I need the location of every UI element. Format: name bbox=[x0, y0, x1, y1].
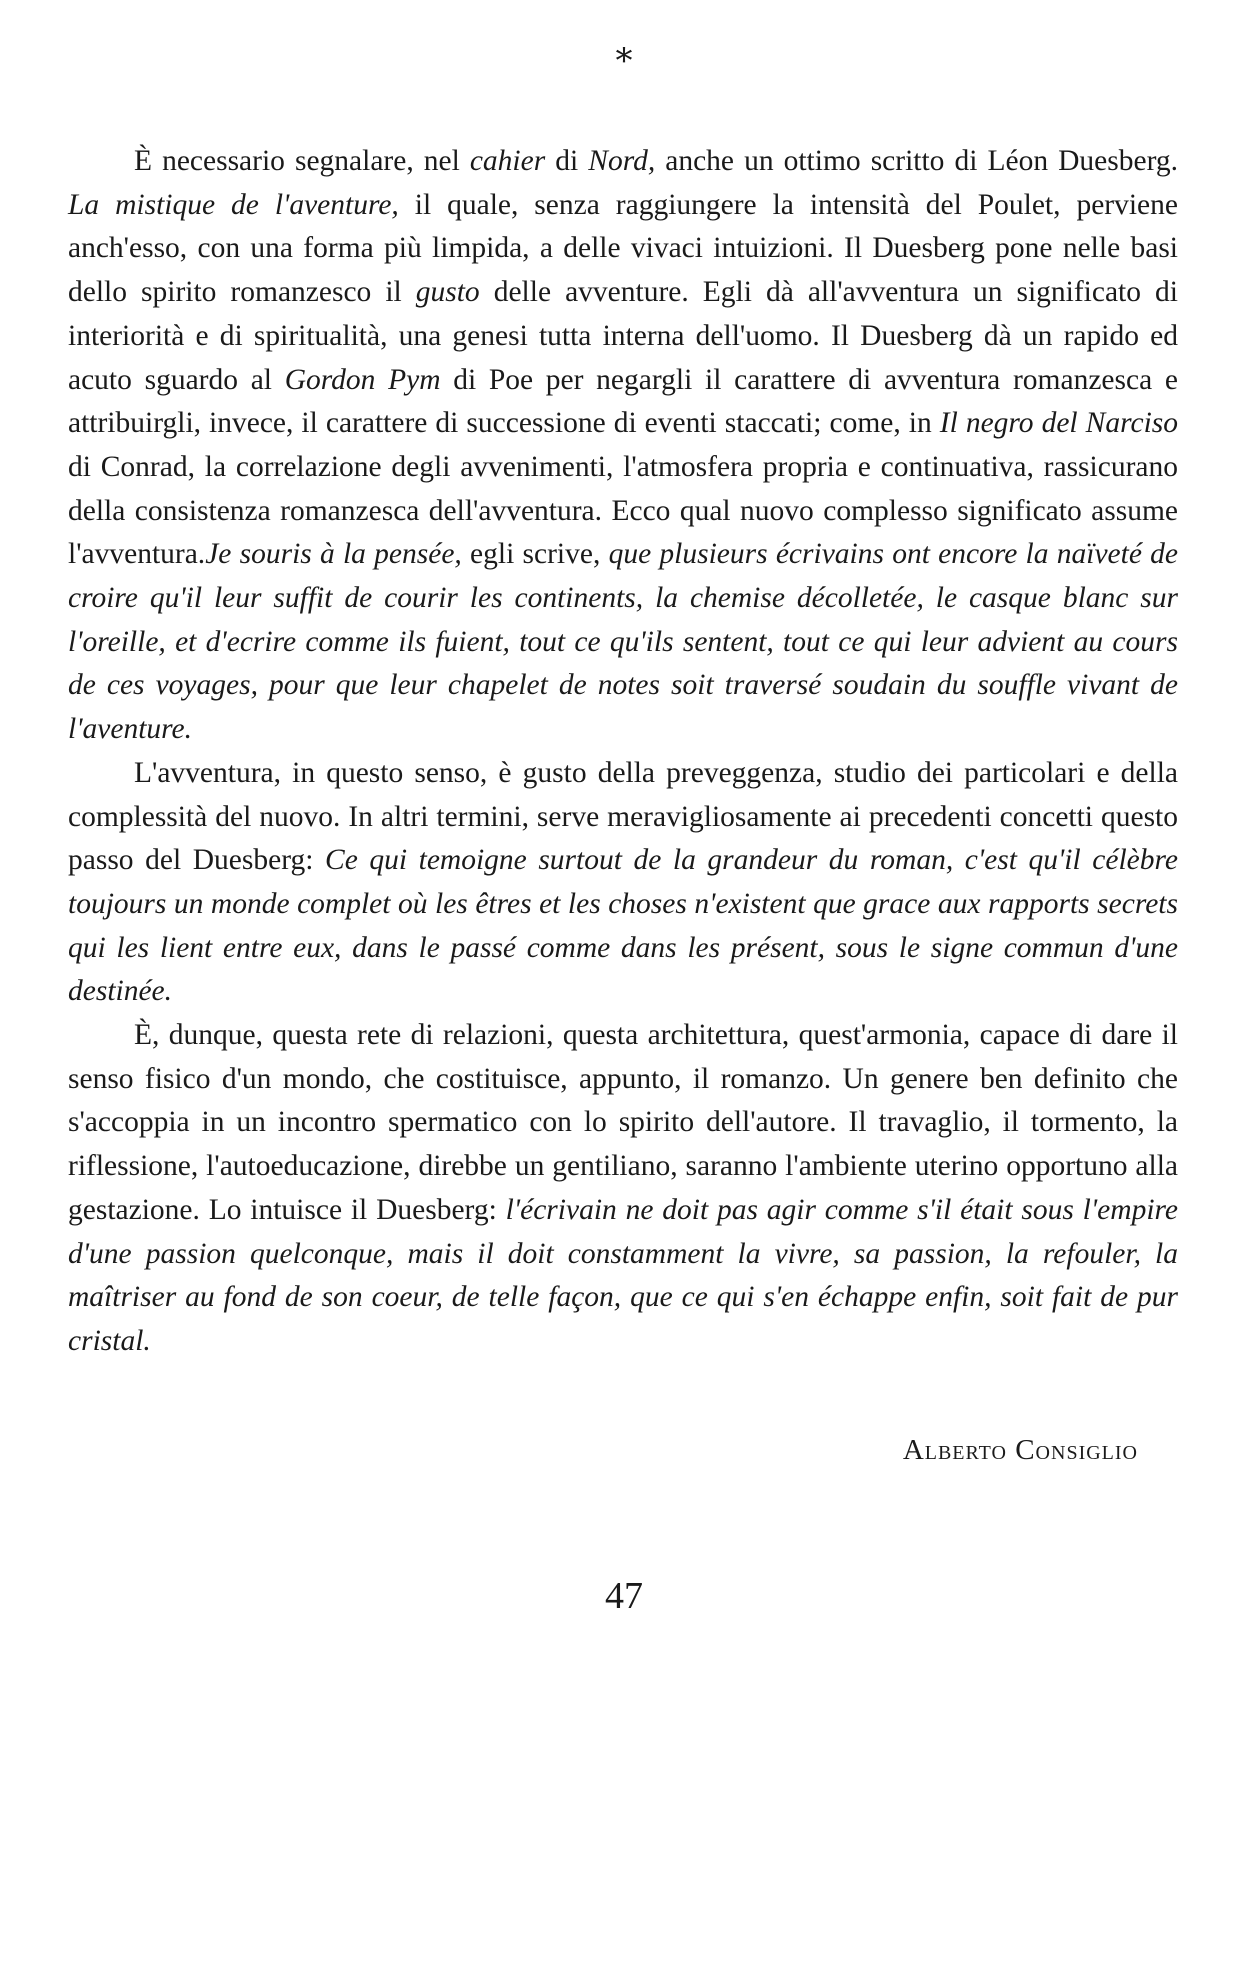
section-ornament: * bbox=[615, 41, 633, 81]
page-number: 47 bbox=[605, 1575, 643, 1617]
italic-run: l'écrivain ne doit pas agir comme s'il était sous l'empire d'une passion quelconque, mais il doit constamment la vivre, sa passion, la refouler, la maîtriser au fond de son coeur, de telle façon, que ce qui s'en échappe enfin, soit fait de pur cristal. bbox=[68, 1193, 1178, 1357]
italic-run: Je souris à la pensée, bbox=[205, 538, 462, 571]
italic-run: La mistique de l'aventure, bbox=[68, 188, 399, 221]
text-run: egli scrive, bbox=[461, 538, 609, 571]
italic-run: gusto bbox=[415, 276, 480, 309]
text-run: il quale, senza raggiungere la intensità del Poulet, perviene anch'esso, con una forma più limpida, a delle vivaci intuizioni. Il Duesberg pone nelle basi dello spirito romanzesco il bbox=[68, 188, 1178, 309]
text-run: delle avventure. Egli dà all'avventura un significato di interiorità e di spiritualità, una genesi tutta interna dell'uomo. Il Duesberg dà un rapido ed acuto sguardo al bbox=[68, 276, 1178, 396]
text-run: anche un ottimo scritto di Léon Duesberg. bbox=[655, 145, 1179, 177]
italic-run: cahier bbox=[469, 145, 546, 177]
text-run: È necessario segnalare, nel bbox=[134, 145, 470, 177]
italic-run: Il negro del Narciso bbox=[939, 407, 1178, 440]
italic-run: Nord, bbox=[588, 145, 656, 177]
text-run: di Poe per negargli il carattere di avventura romanzesca e attribuirgli, invece, il carattere di successione di eventi staccati; come, in bbox=[68, 363, 1178, 440]
italic-run: que plusieurs écrivains ont encore la naïveté de croire qu'il leur suffit de courir les continents, la chemise décolletée, le casque blanc sur l'oreille, et d'ecrire comme ils fuient, tout ce qu'ils sentent, tout ce qui leur advient au cours de ces voyages, pour que leur chapelet de notes soit traversé soudain du souffle vivant de l'aventure. bbox=[68, 538, 1179, 746]
paragraph bbox=[68, 140, 1178, 752]
text-run: di bbox=[545, 145, 589, 177]
text-run: L'avventura, in questo senso, è gusto della preveggenza, studio dei particolari e della complessità del nuovo. In altri termini, serve meravigliosamente ai precedenti concetti questo passo del Duesberg: bbox=[68, 756, 1178, 877]
author-signature: Alberto Consiglio bbox=[902, 1434, 1138, 1466]
article-body bbox=[68, 140, 1178, 1364]
paragraph bbox=[68, 752, 1178, 1014]
italic-run: Ce qui temoigne surtout de la grandeur du roman, c'est qu'il célèbre toujours un monde complet où les êtres et les choses n'existent que grace aux rapports secrets qui les lient entre eux, dans le passé comme dans les présent, sous le signe commun d'une destinée. bbox=[68, 844, 1178, 1008]
paragraph bbox=[68, 1014, 1178, 1364]
text-run: di Conrad, la correlazione degli avvenimenti, l'atmosfera propria e continuativa, rassicurano della consistenza romanzesca dell'avventura. Ecco qual nuovo complesso significato assume l'avventura. bbox=[68, 450, 1178, 571]
italic-run: Gordon Pym bbox=[284, 363, 441, 396]
text-run: È, dunque, questa rete di relazioni, questa architettura, quest'armonia, capace di dare il senso fisico d'un mondo, che costituisce, appunto, il romanzo. Un genere ben definito che s'accoppia in un incontro spermatico con lo spirito dell'autore. Il travaglio, il tormento, la riflessione, l'autoeducazione, direbbe un gentiliano, saranno l'ambiente uterino opportuno alla gestazione. Lo intuisce il Duesberg: bbox=[68, 1019, 1178, 1226]
